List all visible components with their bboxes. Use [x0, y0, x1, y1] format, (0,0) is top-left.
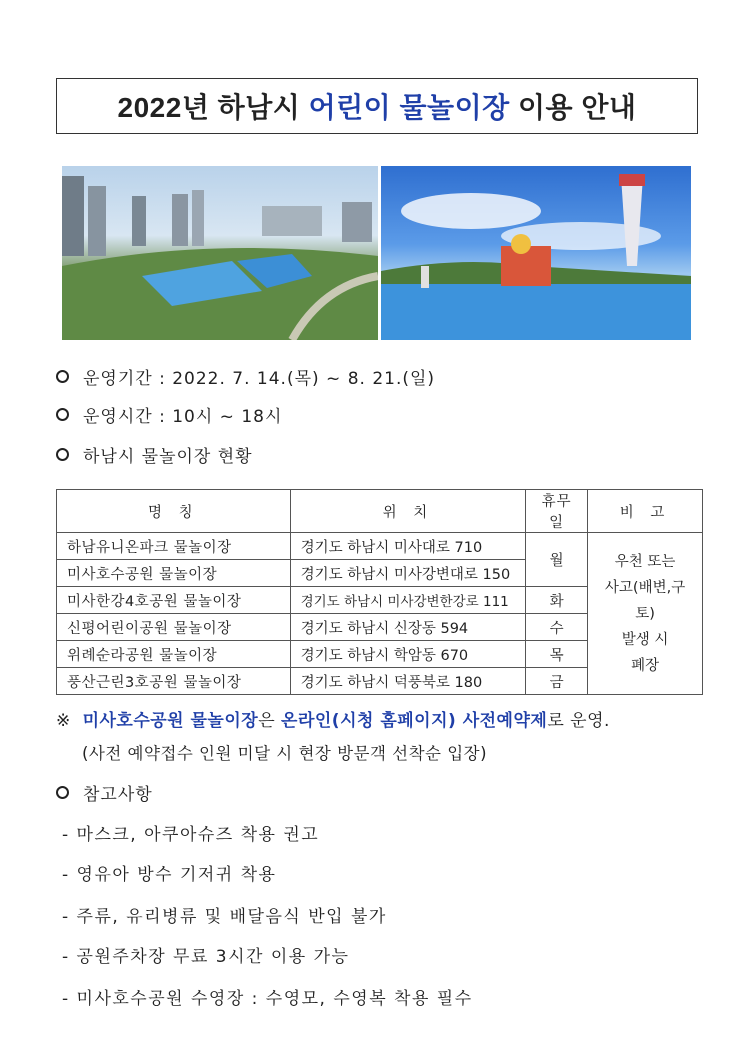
reservation-subnote: (사전 예약접수 인원 미달 시 현장 방문객 선착순 입장): [82, 744, 488, 763]
park-location: 경기도 하남시 신장동 594: [290, 614, 526, 641]
header-closed-day: 휴무일: [526, 490, 588, 533]
notice-end: 로 운영.: [547, 711, 610, 731]
status-heading-line: [56, 442, 253, 467]
title-suffix: 이용 안내: [517, 92, 637, 123]
aerial-park-photo: [62, 166, 378, 340]
circle-bullet-icon: [56, 786, 69, 799]
hours-text: 운영시간 : 10시 ~ 18시: [83, 407, 283, 427]
notice-park: 미사호수공원 물놀이장: [82, 711, 259, 731]
reference-item: - 마스크, 아쿠아슈즈 착용 권고: [62, 825, 320, 845]
status-heading-text: 하남시 물놀이장 현황: [83, 447, 253, 467]
reference-item: - 영유아 방수 기저귀 착용: [62, 865, 277, 885]
park-name: 위례순라공원 물놀이장: [57, 641, 291, 668]
park-name: 미사호수공원 물놀이장: [57, 560, 291, 587]
closure-note: [588, 533, 703, 695]
header-name: 명 칭: [57, 490, 291, 533]
hours-line: [56, 402, 282, 427]
reference-item: - 미사호수공원 수영장 : 수영모, 수영복 착용 필수: [62, 989, 473, 1009]
title-highlight: 어린이 물놀이장: [308, 92, 510, 123]
park-name: 신평어린이공원 물놀이장: [57, 614, 291, 641]
water-park-table: [56, 489, 703, 695]
header-note: 비 고: [588, 490, 703, 533]
page-title: [56, 78, 698, 134]
reference-item: - 주류, 유리병류 및 배달음식 반입 불가: [62, 907, 387, 927]
period-line: [56, 364, 435, 389]
closed-day: 목: [526, 641, 588, 668]
reference-item: - 공원주차장 무료 3시간 이용 가능: [62, 947, 350, 967]
period-text: 운영기간 : 2022. 7. 14.(목) ~ 8. 21.(일): [83, 369, 436, 389]
notice-connector: 은: [258, 711, 282, 731]
notice-method: 온라인(시청 홈페이지) 사전예약제: [281, 711, 548, 731]
note-line: 발생 시: [621, 631, 669, 648]
circle-bullet-icon: [56, 408, 69, 421]
reservation-notice: [56, 706, 610, 731]
park-location: 경기도 하남시 미사강변대로 150: [290, 560, 526, 587]
water-playground-photo: [381, 166, 691, 340]
closed-day: 수: [526, 614, 588, 641]
closed-day: 금: [526, 668, 588, 695]
park-location: 경기도 하남시 학암동 670: [290, 641, 526, 668]
park-location: 경기도 하남시 덕풍북로 180: [290, 668, 526, 695]
reference-heading-text: 참고사항: [83, 785, 153, 805]
water-playground-illustration: [381, 166, 691, 340]
park-location: 경기도 하남시 미사강변한강로 111: [290, 587, 526, 614]
table-row: [57, 533, 703, 560]
park-location: 경기도 하남시 미사대로 710: [290, 533, 526, 560]
park-name: 미사한강4호공원 물놀이장: [57, 587, 291, 614]
closed-day: 화: [526, 587, 588, 614]
park-name: 풍산근린3호공원 물놀이장: [57, 668, 291, 695]
title-prefix: 2022년 하남시: [117, 92, 301, 123]
aerial-park-illustration: [62, 166, 378, 340]
park-name: 하남유니온파크 물놀이장: [57, 533, 291, 560]
closed-day: 월: [526, 533, 588, 587]
reference-mark: ※: [56, 711, 71, 731]
table-header-row: [57, 490, 703, 533]
circle-bullet-icon: [56, 370, 69, 383]
note-line: 폐장: [631, 657, 660, 674]
note-line: 사고(배변,구토): [604, 579, 686, 622]
reference-heading-line: [56, 780, 153, 805]
circle-bullet-icon: [56, 448, 69, 461]
header-location: 위 치: [290, 490, 526, 533]
note-line: 우천 또는: [614, 553, 676, 570]
